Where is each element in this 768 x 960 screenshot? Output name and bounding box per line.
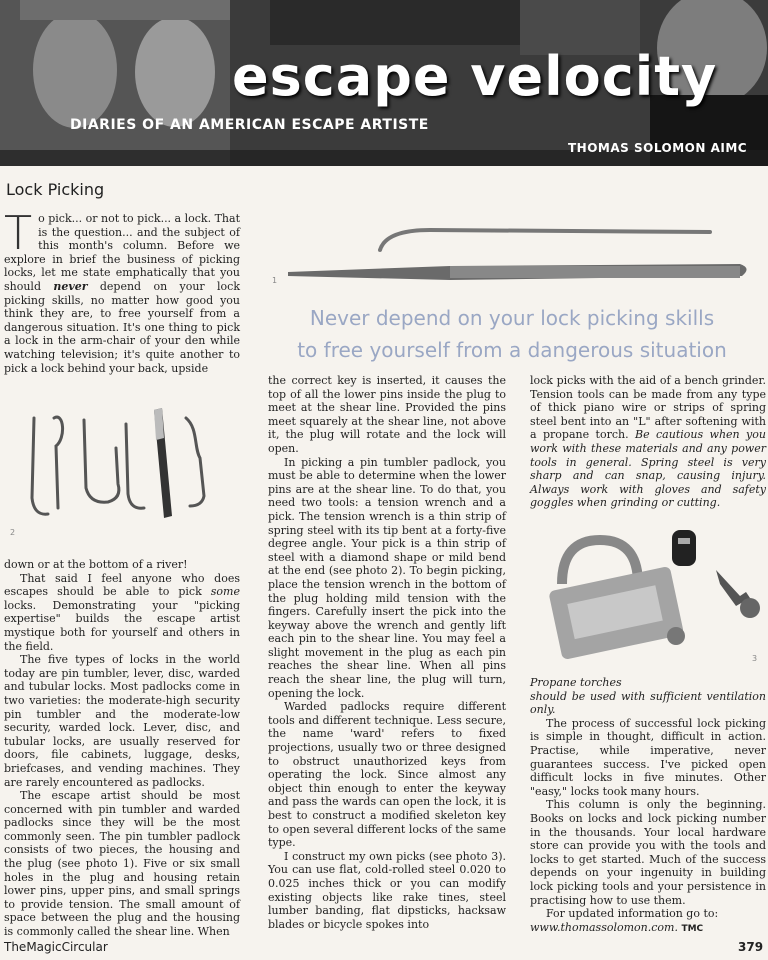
paragraph: lock picks with the aid of a bench grinder. Tension tools can be made from any type of thick piano wire or strips of spring steel bent into an "L" after softening with a propane torch. Be cautious when you work with these materials and any power tools in general. Spring steel is very sharp and can snap, causing injury. Always work with gloves and safety goggles when grinding or cutting. [530,374,766,510]
paragraph: In picking a pin tumbler padlock, you must be able to determine when the lower pins are at the shear line. To do that, you need two tools: a tension wrench and a pick. The tension wrench is a thin strip of spring steel with its tip bent at a forty-five degree angle. Your pick is a thin strip of steel with a diamond shape or mild bend at the end (see photo 2). To begin picking, place the tension wrench in the bottom of the plug holding mild tension with the fingers. Carefully insert the pick into the keyway above the wrench and gently lift each pin to the shear line. You may feel a slight movement in the plug as each pin reaches the shear line. When all pins reach the shear line, the plug will turn, opening the lock. [268,455,506,700]
caption-note: should be used with sufficient ventilation only. [530,689,766,717]
paragraph: the correct key is inserted, it causes the top of all the lower pins inside the plug to meet at the shear line. Provided the pins meet squarely at the shear line, not above it, the plug will rotate and the lock will open. [268,374,506,455]
column-1-bottom [4,558,240,939]
pull-quote-line-2: to free yourself from a dangerous situation [297,338,727,362]
caption-note: Propane torches [530,676,622,689]
paragraph [530,921,766,937]
paragraph: The process of successful lock picking is simple in thought, difficult in action. Practise, while imperative, never guarantees success. I've picked open difficult locks in five minutes. Other "easy," locks took many hours. [530,716,766,798]
header-banner [0,0,768,166]
photo-1-caption: 1 [272,276,278,285]
paragraph: down or at the bottom of a river! [4,558,188,571]
paragraph: The five types of locks in the world today are pin tumbler, lever, disc, warded and tubular locks. Most padlocks come in two varieties: the moderate-high security pin tumbler and the moderate-low security, warded lock. Lever, disc, and tubular locks, are usually reserved for doors, file cabinets, luggage, desks, briefcases, and vending machines. They are rarely encountered as padlocks. [4,653,240,789]
pull-quote-line-1: Never depend on your lock picking skills [309,306,715,330]
photo-2-caption: 2 [10,528,16,537]
photo-1-tension-wrench-and-pick [270,222,760,288]
paragraph: Warded padlocks require different tools and different technique. Less secure, the name 'ward' refers to fixed projections, usually two or three designed to obstruct unauthorized keys from operating the lock. Since almost any object thin enough to enter the keyway and pass the wards can open the lock, it is best to construct a modified skeleton key to open several different locks of the same type. [268,700,506,850]
magazine-column-title: escape velocity [232,45,718,108]
intro-paragraph: To pick... or not to pick... a lock. That is the question... and the subject of this month's column. Before we explore in brief the business of picking locks, let me state emphatically that you should never depend on your lock picking skills, no matter how good you think they are, to free yourself from a dangerous situation. It's one thing to pick a lock in the arm-chair of your den while watching television; it's quite another to pick a lock behind your back, upside [4,206,240,375]
paragraph: For updated information go to: [546,907,719,921]
author-byline: THOMAS SOLOMON AIMC [568,141,748,155]
column-2 [268,374,506,931]
author-website-link[interactable]: www.thomassolomon.com. [530,920,678,934]
paragraph: I construct my own picks (see photo 3). You can use flat, cold-rolled steel 0.020 to 0.025 inches thick or you can modify existing objects like rake tines, steel lumber banding, flat dipsticks, hacksaw blades or bicycle spokes into [268,849,506,931]
column-subtitle: DIARIES OF AN AMERICAN ESCAPE ARTISTE [70,117,429,133]
photo-2-lock-picks [4,398,240,538]
photo-3-padlock [540,522,766,666]
pull-quote [262,302,762,366]
section-title: Lock Picking [6,180,105,199]
footer-magazine-name: TheMagicCircular [4,940,108,954]
paragraph: The escape artist should be most concerned with pin tumbler and warded padlocks since they will be the most commonly seen. The pin tumbler padlock consists of two pieces, the housing and the plug (see photo 1). Five or six small holes in the plug and housing retain lower pins, upper pins, and small springs to provide tension. The small amount of space between the plug and the housing is commonly called the shear line. When [4,789,240,939]
signature-mark: TMC [681,923,704,934]
footer-page-number: 379 [738,940,764,954]
column-3-top [530,374,766,510]
column-1-top [4,206,240,375]
column-3-bottom [530,676,766,936]
photo-3-caption: 3 [752,654,758,663]
paragraph: This column is only the beginning. Books on locks and lock picking number in the thousands. Your local hardware store can provide you with the tools and locks to get started. Much of the success depends on your ingenuity in building lock picking tools and your persistence in practising how to use them. [530,798,766,907]
drop-cap: T [4,206,33,260]
paragraph: That said I feel anyone who does escapes should be able to pick some locks. Demonstrating your "picking expertise" builds the escape artist mystique both for yourself and others in the field. [4,571,240,653]
